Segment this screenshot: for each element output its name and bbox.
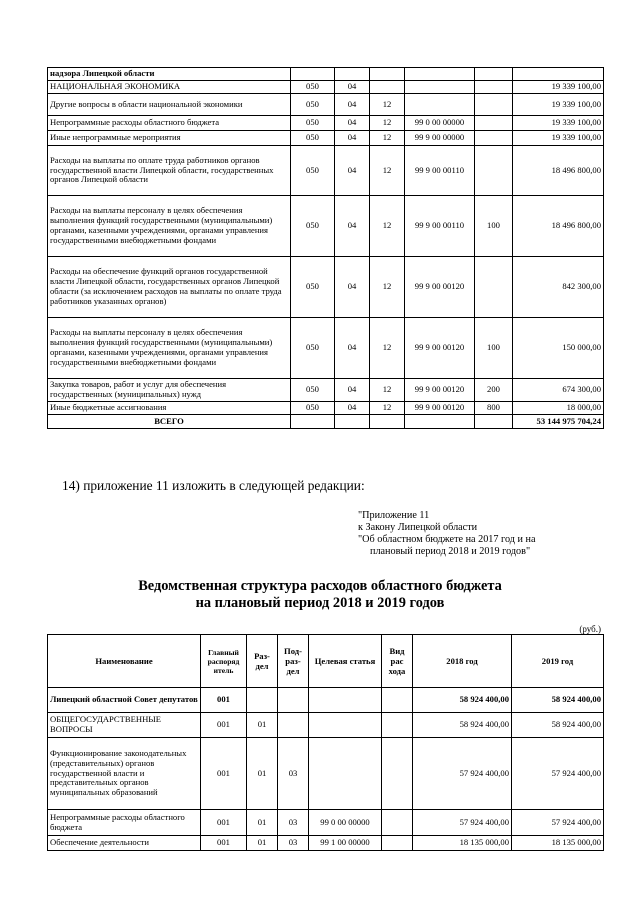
row-podrazdel: 12 [370,131,405,146]
row-2019: 58 924 400,00 [512,713,604,738]
row-vid [382,688,413,713]
row-summa: 19 339 100,00 [513,116,604,131]
row-name: НАЦИОНАЛЬНАЯ ЭКОНОМИКА [48,81,291,94]
header-row [48,635,604,688]
row-statya: 99 9 00 00110 [405,146,475,196]
annex-header [358,510,598,558]
row-statya: 99 9 00 00120 [405,257,475,318]
row-podrazdel: 12 [370,94,405,116]
row-name: Иные непрограммные мероприятия [48,131,291,146]
row-statya: 99 9 00 00110 [405,196,475,257]
row-podrazdel: 12 [370,257,405,318]
row-name: Расходы на обеспечение функций органов государственной власти Липецкой области, государственных органов Липецкой области (за исключением расходов на выплаты по оплате труда работников указанных органов) [48,257,291,318]
row-summa: 19 339 100,00 [513,81,604,94]
row-vid [475,116,513,131]
row-name: Обеспечение деятельности [48,836,201,851]
table-row [48,68,604,81]
row-razdel: 01 [247,738,278,810]
row-razdel [247,688,278,713]
row-podrazdel [278,713,309,738]
row-glavn: 001 [201,810,247,836]
row-statya: 99 9 00 00000 [405,131,475,146]
table-row [48,836,604,851]
row-name: ОБЩЕГОСУДАРСТВЕННЫЕ ВОПРОСЫ [48,713,201,738]
row-name: Закупка товаров, работ и услуг для обеспечения государственных (муниципальных) нужд [48,379,291,402]
table-row [48,146,604,196]
table-row [48,318,604,379]
row-glavn: 050 [291,131,335,146]
title-line-1: Ведомственная структура расходов областного бюджета [138,578,502,594]
row-2018: 58 924 400,00 [413,688,512,713]
row-vid: 200 [475,379,513,402]
row-summa: 18 496 800,00 [513,196,604,257]
row-2018: 18 135 000,00 [413,836,512,851]
row-glavn: 050 [291,116,335,131]
row-statya [405,68,475,81]
row-glavn: 001 [201,688,247,713]
row-podrazdel: 03 [278,836,309,851]
table-row [48,131,604,146]
row-podrazdel: 03 [278,738,309,810]
annex-line-3: "Об областном бюджете на 2017 год и на [358,534,536,545]
row-podrazdel: 12 [370,146,405,196]
table-row [48,257,604,318]
row-summa: 674 300,00 [513,379,604,402]
row-2018: 57 924 400,00 [413,810,512,836]
amendment-point: 14) приложение 11 изложить в следующей редакции: [62,478,365,493]
header-razdel: Раз-дел [247,635,278,688]
table-row [48,810,604,836]
row-vid: 800 [475,402,513,415]
row-statya: 99 0 00 00000 [405,116,475,131]
annex-line-1: "Приложение 11 [358,510,430,521]
row-glavn: 050 [291,94,335,116]
bottom-table-body [48,688,604,851]
row-podrazdel [370,68,405,81]
top-table-body [48,68,604,415]
row-2019: 58 924 400,00 [512,688,604,713]
table-row [48,196,604,257]
row-razdel: 01 [247,836,278,851]
row-statya: 99 9 00 00120 [405,402,475,415]
annex-line-4: плановый период 2018 и 2019 годов" [370,546,531,557]
row-razdel: 04 [335,257,370,318]
row-name: надзора Липецкой области [48,68,291,81]
row-vid [475,131,513,146]
row-podrazdel: 12 [370,379,405,402]
table-row [48,81,604,94]
row-vid [475,94,513,116]
row-glavn: 001 [201,713,247,738]
row-statya [405,81,475,94]
row-podrazdel: 12 [370,196,405,257]
row-statya: 99 0 00 00000 [309,810,382,836]
row-vid [475,81,513,94]
row-razdel: 01 [247,810,278,836]
row-razdel: 01 [247,713,278,738]
row-2018: 57 924 400,00 [413,738,512,810]
table-row [48,94,604,116]
header-name: Наименование [48,635,201,688]
row-name: Расходы на выплаты персоналу в целях обеспечения выполнения функций государственными (муниципальными) органами, казенными учреждениями, органами управления государственными внебюджетными фондами [48,196,291,257]
total-row [48,415,604,429]
document-title [0,578,640,611]
row-summa: 18 000,00 [513,402,604,415]
row-statya: 99 9 00 00120 [405,318,475,379]
row-glavn: 050 [291,196,335,257]
row-podrazdel: 12 [370,318,405,379]
row-name: Непрограммные расходы областного бюджета [48,810,201,836]
row-razdel: 04 [335,81,370,94]
row-summa: 18 496 800,00 [513,146,604,196]
row-podrazdel: 12 [370,116,405,131]
row-vid: 100 [475,318,513,379]
row-name: Расходы на выплаты по оплате труда работников органов государственной власти Липецкой области, государственных органов Липецкой области [48,146,291,196]
row-glavn: 001 [201,836,247,851]
row-razdel: 04 [335,131,370,146]
currency-unit: (руб.) [579,624,601,634]
row-glavn: 050 [291,81,335,94]
row-statya [405,94,475,116]
row-vid [475,257,513,318]
row-2019: 57 924 400,00 [512,738,604,810]
row-vid [475,68,513,81]
row-2019: 18 135 000,00 [512,836,604,851]
header-statya: Целевая статья [309,635,382,688]
row-razdel: 04 [335,318,370,379]
row-summa: 842 300,00 [513,257,604,318]
row-name: Непрограммные расходы областного бюджета [48,116,291,131]
header-2018: 2018 год [413,635,512,688]
row-podrazdel: 03 [278,810,309,836]
total-value: 53 144 975 704,24 [513,415,604,429]
header-vid: Вид рас хода [382,635,413,688]
row-glavn: 050 [291,146,335,196]
table-row [48,379,604,402]
table-row [48,738,604,810]
row-name: Иные бюджетные ассигнования [48,402,291,415]
row-2018: 58 924 400,00 [413,713,512,738]
row-statya: 99 9 00 00120 [405,379,475,402]
row-glavn [291,68,335,81]
row-razdel: 04 [335,94,370,116]
row-name: Функционирование законодательных (представительных) органов государственной власти и представительных органов муниципальных образований [48,738,201,810]
row-glavn: 050 [291,257,335,318]
header-glavn: Главный распоряд итель [201,635,247,688]
table-row [48,713,604,738]
row-glavn: 050 [291,402,335,415]
title-line-2: на плановый период 2018 и 2019 годов [195,594,445,611]
table-row [48,402,604,415]
row-razdel [335,68,370,81]
row-vid [382,738,413,810]
row-statya: 99 1 00 00000 [309,836,382,851]
annex-line-2: к Закону Липецкой области [358,522,478,533]
row-vid [382,810,413,836]
row-statya [309,738,382,810]
departmental-structure-table [47,634,604,851]
row-summa: 19 339 100,00 [513,131,604,146]
header-podrazdel: Под-раз-дел [278,635,309,688]
row-podrazdel [278,688,309,713]
table-row [48,116,604,131]
row-statya [309,713,382,738]
row-summa [513,68,604,81]
row-glavn: 050 [291,318,335,379]
row-vid [382,713,413,738]
row-podrazdel [370,81,405,94]
row-summa: 19 339 100,00 [513,94,604,116]
row-vid: 100 [475,196,513,257]
row-statya [309,688,382,713]
row-2019: 57 924 400,00 [512,810,604,836]
total-label: ВСЕГО [48,415,291,429]
row-razdel: 04 [335,402,370,415]
row-razdel: 04 [335,196,370,257]
header-2019: 2019 год [512,635,604,688]
table-row [48,688,604,713]
row-razdel: 04 [335,146,370,196]
row-glavn: 050 [291,379,335,402]
row-name: Другие вопросы в области национальной экономики [48,94,291,116]
row-vid [475,146,513,196]
row-vid [382,836,413,851]
row-razdel: 04 [335,379,370,402]
row-summa: 150 000,00 [513,318,604,379]
row-glavn: 001 [201,738,247,810]
row-name: Липецкий областной Совет депутатов [48,688,201,713]
row-name: Расходы на выплаты персоналу в целях обеспечения выполнения функций государственными (муниципальными) органами, казенными учреждениями, органами управления государственными внебюджетными фондами [48,318,291,379]
row-razdel: 04 [335,116,370,131]
row-podrazdel: 12 [370,402,405,415]
top-budget-table [47,67,604,429]
